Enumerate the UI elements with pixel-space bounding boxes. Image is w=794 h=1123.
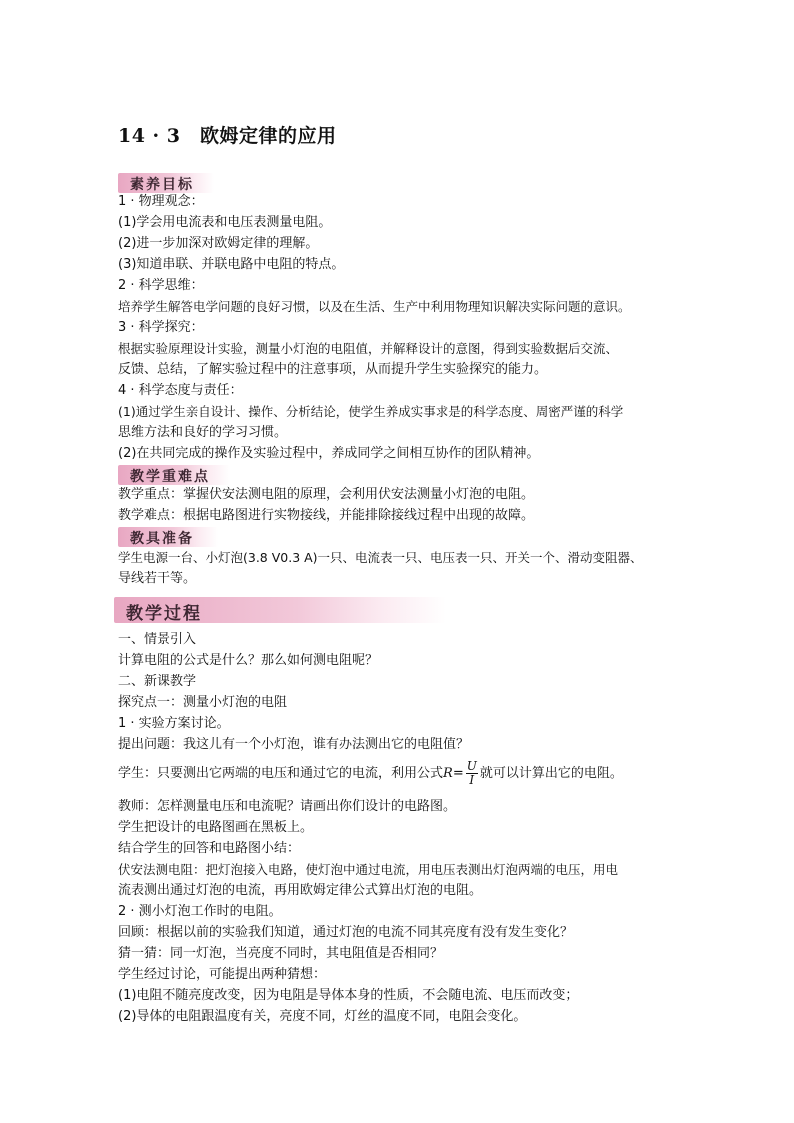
- formula-fraction: [466, 760, 478, 787]
- process-line: 回顾：根据以前的实验我们知道，通过灯泡的电流不同其亮度有没有发生变化？: [118, 925, 574, 940]
- materials-line: 学生电源一台、小灯泡(3.8 V0.3 A)一只、电流表一只、电压表一只、开关一个、滑动变阻器、: [118, 550, 643, 565]
- process-line: 伏安法测电阻：把灯泡接入电路，使灯泡中通过电流，用电压表测出灯泡两端的电压，用电: [118, 862, 619, 877]
- section-banner-label: 教具准备: [130, 531, 194, 547]
- section-banner-label: 教学过程: [126, 604, 202, 624]
- process-line: 学生把设计的电路图画在黑板上。: [118, 820, 314, 835]
- goals-line: 根据实验原理设计实验，测量小灯泡的电阻值，并解释设计的意图，得到实验数据后交流、: [118, 341, 619, 356]
- section-banner-label: 素养目标: [130, 177, 194, 193]
- process-line: 结合学生的回答和电路图小结：: [118, 841, 301, 856]
- process-line: 教师：怎样测量电压和电流呢？请画出你们设计的电路图。: [118, 799, 457, 814]
- process-line: (2)导体的电阻跟温度有关，亮度不同，灯丝的温度不同，电阻会变化。: [118, 1009, 527, 1024]
- formula-numerator: U: [466, 759, 477, 773]
- section-banner-goals: [118, 173, 214, 193]
- goals-line: 4 · 科学态度与责任：: [118, 383, 243, 398]
- materials-line: 导线若干等。: [118, 571, 197, 586]
- goals-line: 3 · 科学探究：: [118, 320, 204, 335]
- goals-line: (2)进一步加深对欧姆定律的理解。: [118, 236, 319, 251]
- process-line: 提出问题：我这儿有一个小灯泡，谁有办法测出它的电阻值？: [118, 737, 470, 752]
- process-line: 探究点一：测量小灯泡的电阻: [118, 695, 288, 710]
- goals-line: 思维方法和良好的学习习惯。: [118, 425, 288, 440]
- process-line: 一、情景引入: [118, 632, 197, 647]
- goals-line: 2 · 科学思维：: [118, 278, 204, 293]
- goals-line: 培养学生解答电学问题的良好习惯，以及在生活、生产中利用物理知识解决实际问题的意识。: [118, 299, 631, 314]
- formula-equals: =: [452, 766, 464, 781]
- process-line: 1 · 实验方案讨论。: [118, 716, 230, 731]
- page-title: 14 · 3 欧姆定律的应用: [118, 125, 337, 147]
- process-line: 计算电阻的公式是什么？那么如何测电阻呢？: [118, 653, 379, 668]
- section-banner-process: [114, 597, 446, 623]
- process-line: 学生经过讨论，可能提出两种猜想：: [118, 967, 327, 982]
- goals-line: (3)知道串联、并联电路中电阻的特点。: [118, 257, 345, 272]
- section-banner-key-points: [118, 465, 230, 485]
- formula-denominator: I: [469, 773, 475, 787]
- key-points-line: 教学重点：掌握伏安法测电阻的原理，会利用伏安法测量小灯泡的电阻。: [118, 487, 535, 502]
- goals-line: 1 · 物理观念：: [118, 194, 204, 209]
- formula-resistance-var: R: [443, 766, 453, 781]
- goals-line: 反馈、总结，了解实验过程中的注意事项，从而提升学生实验探究的能力。: [118, 362, 548, 377]
- formula-line-suffix: 就可以计算出它的电阻。: [479, 766, 623, 781]
- formula-line-prefix: 学生：只要测出它两端的电压和通过它的电流，利用公式: [118, 766, 444, 781]
- process-line: 流表测出通过灯泡的电流，再用欧姆定律公式算出灯泡的电阻。: [118, 883, 483, 898]
- process-line: 2 · 测小灯泡工作时的电阻。: [118, 904, 282, 919]
- process-line: 二、新课教学: [118, 674, 197, 689]
- key-points-line: 教学难点：根据电路图进行实物接线，并能排除接线过程中出现的故障。: [118, 508, 535, 523]
- goals-line: (2)在共同完成的操作及实验过程中，养成同学之间相互协作的团队精神。: [118, 446, 540, 461]
- goals-line: (1)学会用电流表和电压表测量电阻。: [118, 215, 332, 230]
- formula-line: [118, 760, 623, 787]
- process-line: (1)电阻不随亮度改变，因为电阻是导体本身的性质，不会随电流、电压而改变；: [118, 988, 579, 1003]
- goals-line: (1)通过学生亲自设计、操作、分析结论，使学生养成实事求是的科学态度、周密严谨的科学: [118, 404, 624, 419]
- section-banner-label: 教学重难点: [130, 469, 210, 485]
- process-line: 猜一猜：同一灯泡，当亮度不同时，其电阻值是否相同？: [118, 946, 444, 961]
- section-banner-materials: [118, 527, 218, 547]
